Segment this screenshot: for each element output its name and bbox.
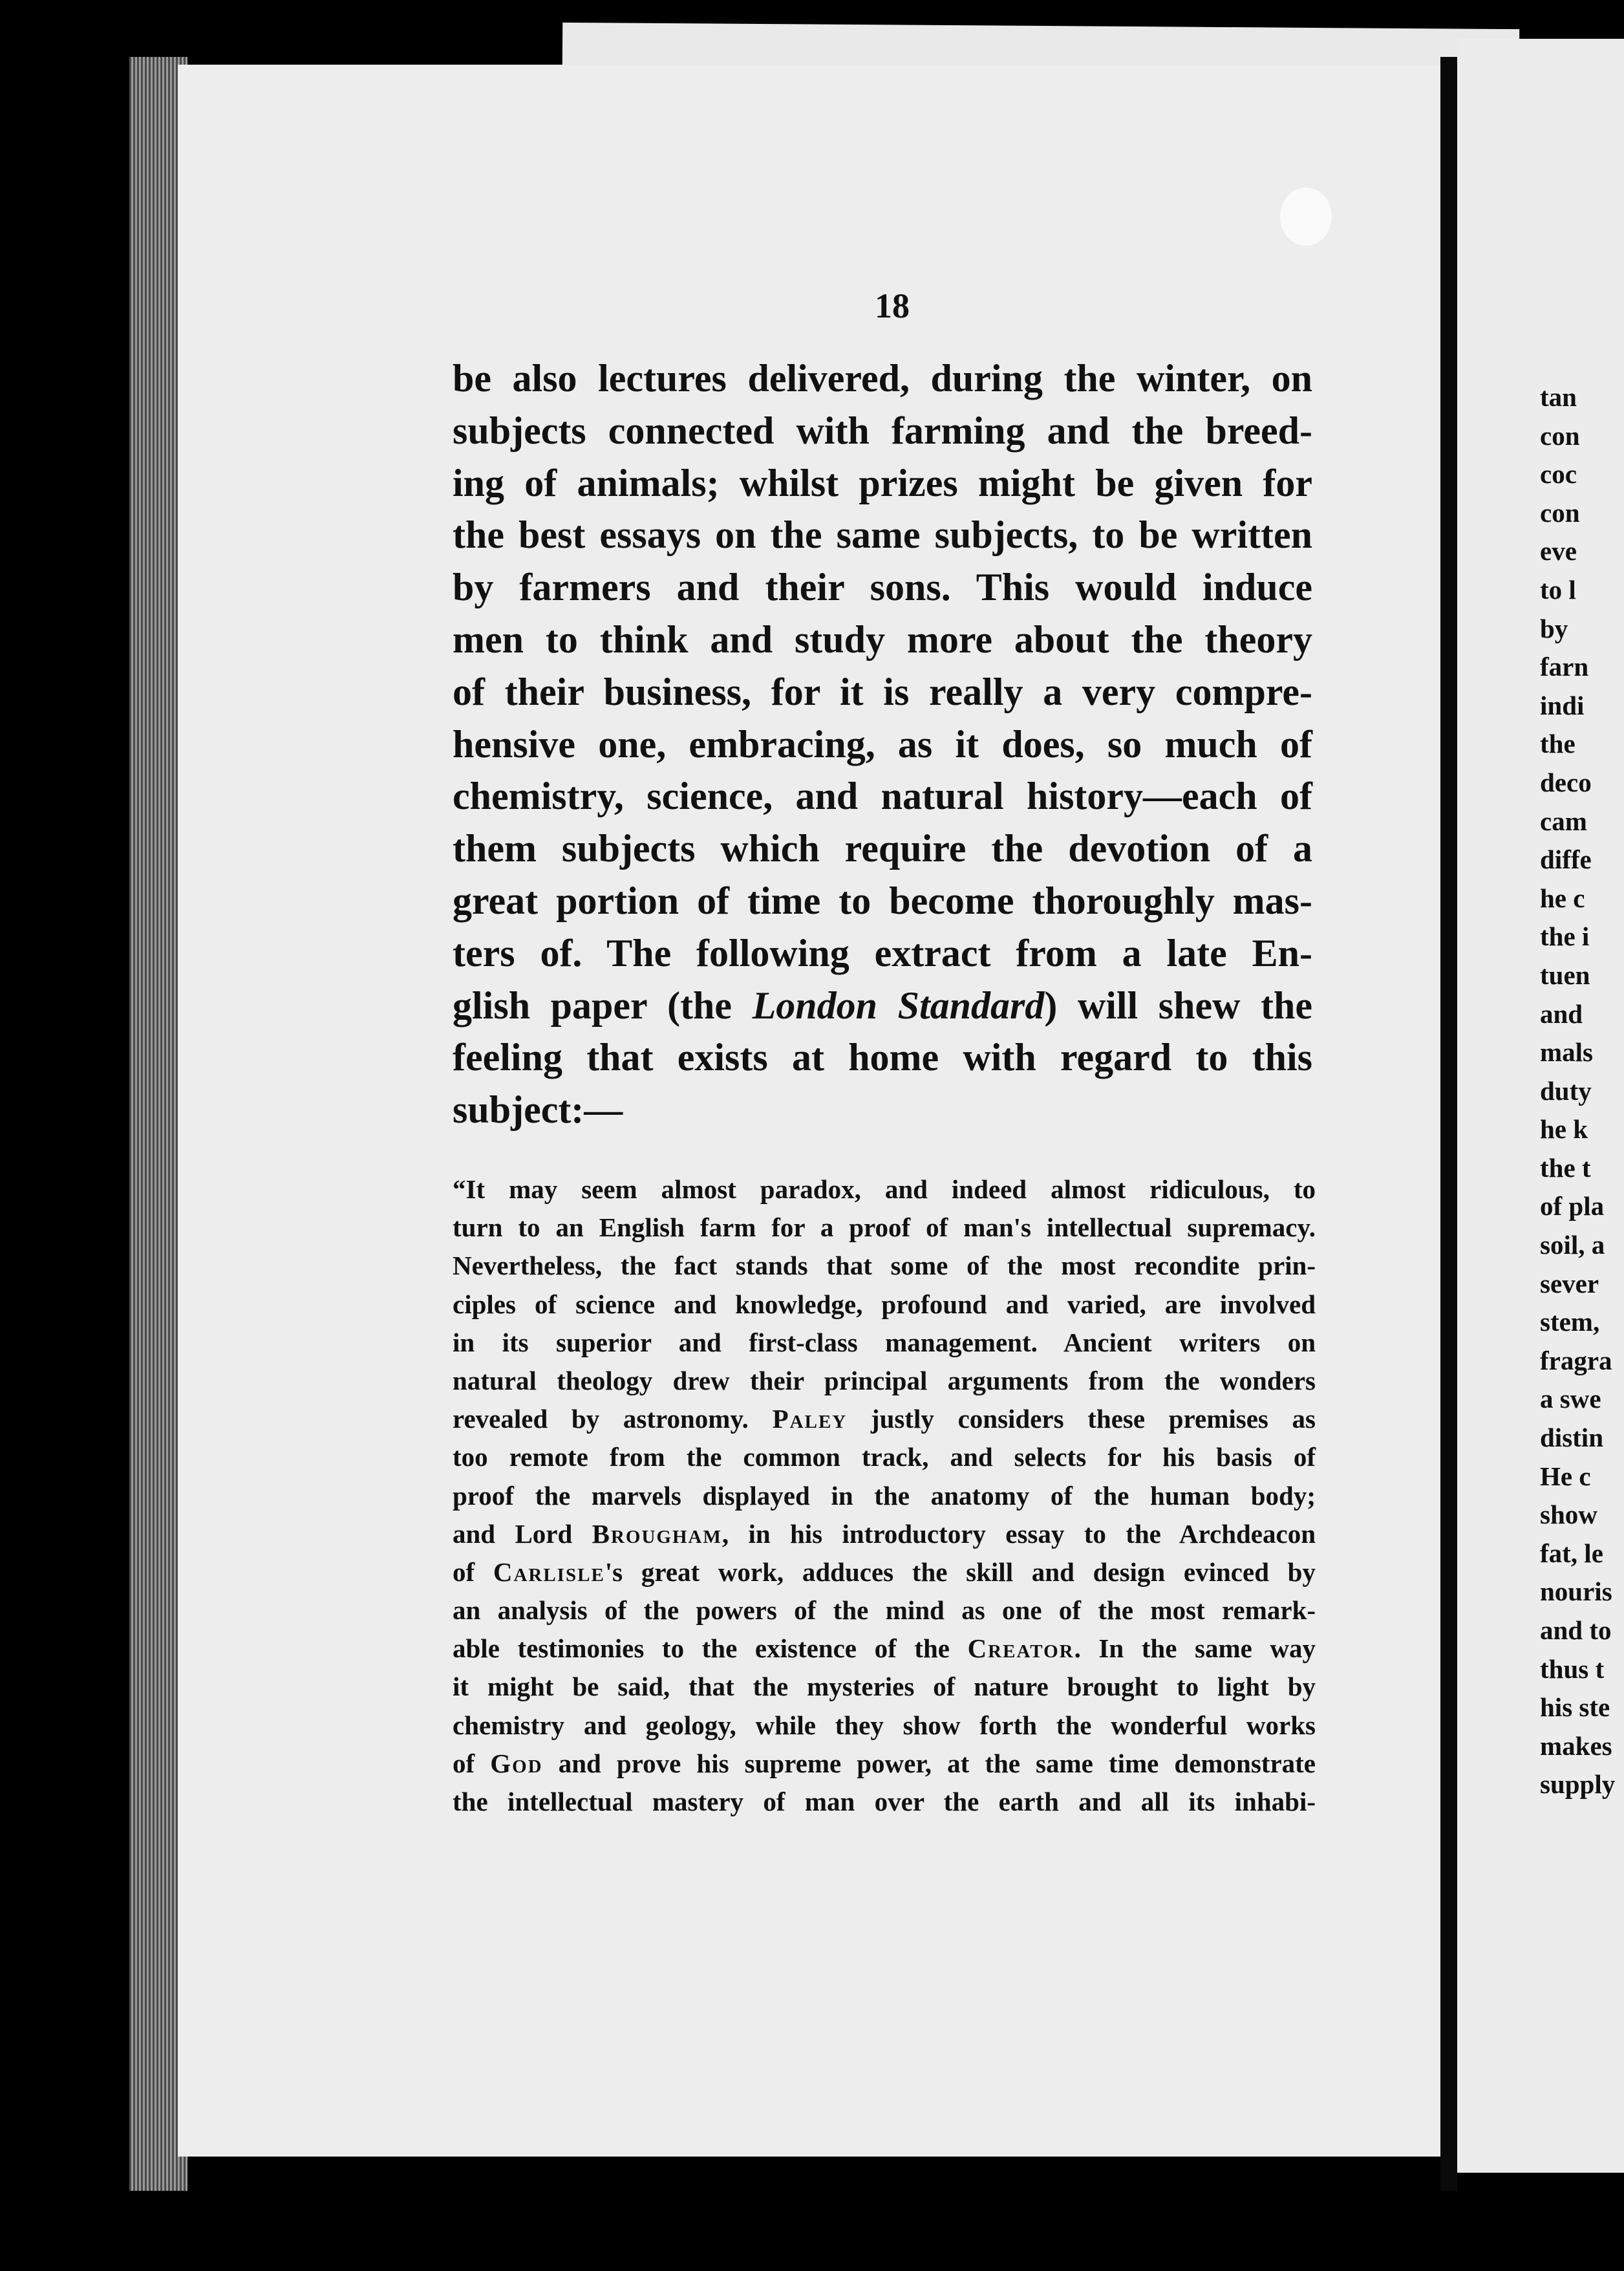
quote-line: able testimonies to the existence of the Creator. In the same way [453,1633,1316,1664]
quote-line: too remote from the common track, and selects for his basis of [453,1442,1316,1472]
facing-page-fragment: the [1540,729,1576,759]
facing-page-fragment: distin [1540,1423,1603,1453]
facing-page-fragment: He c [1540,1461,1591,1491]
facing-page-fragment: he c [1540,883,1585,913]
facing-page-fragment: farn [1540,652,1589,682]
body-line: be also lectures delivered, during the winter, on [453,357,1312,400]
facing-page-fragment: fragra [1540,1345,1612,1375]
facing-page-fragment: he k [1540,1114,1588,1145]
quote-line: turn to an English farm for a proof of man's intellectual supremacy. [453,1212,1316,1243]
facing-page-fragment: cam [1540,806,1587,836]
facing-page-fragment: duty [1540,1075,1592,1106]
quoted-extract [453,1170,1316,1821]
body-line: of their business, for it is really a very compre- [453,670,1312,713]
body-line: feeling that exists at home with regard to this [453,1036,1312,1079]
body-line: the best essays on the same subjects, to be written [453,513,1312,557]
facing-page-fragment: deco [1540,767,1592,797]
facing-page-fragment: supply [1540,1769,1616,1800]
quote-line: in its superior and first-class management. Ancient writers on [453,1327,1316,1357]
facing-page-fragment: fat, le [1540,1538,1603,1568]
quote-line: revealed by astronomy. Paley justly considers these premises as [453,1404,1316,1434]
facing-page-fragment: sever [1540,1268,1599,1298]
paper-blemish [1280,188,1332,246]
facing-page-fragment: and to [1540,1615,1612,1645]
facing-page-fragment: the i [1540,921,1590,952]
quote-line: ciples of science and knowledge, profound and varied, are involved [453,1289,1316,1319]
body-line: subjects connected with farming and the breed- [453,409,1312,452]
facing-page-text [1540,378,1615,1804]
facing-page-fragment: indi [1540,690,1585,720]
facing-page-fragment: nouris [1540,1577,1612,1607]
body-line: by farmers and their sons. This would induce [453,566,1312,609]
quote-line: Nevertheless, the fact stands that some of the most recondite prin- [453,1251,1316,1281]
body-paragraph [453,352,1312,1136]
facing-page-fragment: stem, [1540,1307,1600,1337]
facing-page-fragment: soil, a [1540,1230,1605,1260]
book-gutter [1440,57,1457,2191]
quote-line: natural theology drew their principal arguments from the wonders [453,1365,1316,1395]
facing-page-fragment: by [1540,613,1568,643]
quote-line: “It may seem almost paradox, and indeed almost ridiculous, to [453,1174,1316,1204]
body-line: hensive one, embracing, as it does, so much of [453,722,1312,766]
quote-line: and Lord Brougham, in his introductory essay to the Archdeacon [453,1518,1316,1549]
quote-line: it might be said, that the mysteries of nature brought to light by [453,1672,1316,1702]
body-line: subject:— [453,1088,623,1132]
facing-page-fragment: con [1540,420,1580,451]
facing-page-fragment: to l [1540,574,1576,605]
facing-page-fragment: coc [1540,459,1577,490]
body-line: glish paper (the London Standard) will shew the [453,984,1313,1027]
quote-line: of God and prove his supreme power, at the same time demonstrate [453,1748,1316,1778]
page-number: 18 [875,286,910,325]
facing-page-fragment: of pla [1540,1191,1605,1222]
quote-line: proof the marvels displayed in the anatomy of the human body; [453,1480,1316,1511]
facing-page-fragment: the t [1540,1152,1591,1183]
facing-page-fragment: a swe [1540,1384,1601,1414]
body-line: great portion of time to become thoroughly mas- [453,879,1312,922]
quote-line: the intellectual mastery of man over the earth and all its inhabi- [453,1787,1316,1816]
quote-line: an analysis of the powers of the mind as one of the most remark- [453,1595,1316,1626]
facing-page-fragment: con [1540,497,1580,528]
body-line: ters of. The following extract from a late En- [453,931,1312,974]
facing-page-fragment: tan [1540,382,1577,412]
facing-page-fragment: tuen [1540,960,1590,990]
facing-page-fragment: show [1540,1500,1597,1530]
facing-page-fragment: and [1540,998,1583,1029]
body-line: men to think and study more about the theory [453,618,1312,661]
body-line: chemistry, science, and natural history—each of [453,775,1312,818]
facing-page-fragment: thus t [1540,1653,1605,1684]
facing-page-fragment: makes [1540,1730,1612,1761]
body-line: ing of animals; whilst prizes might be given for [453,461,1312,504]
body-line: them subjects which require the devotion of a [453,827,1312,870]
facing-page-fragment: diffe [1540,845,1592,875]
facing-page-fragment: his ste [1540,1692,1610,1723]
facing-page-fragment: eve [1540,536,1577,566]
facing-page-fragment: mals [1540,1037,1593,1068]
quote-line: chemistry and geology, while they show forth the wonderful works [453,1710,1316,1740]
quote-line: of Carlisle's great work, adduces the skill and design evinced by [453,1556,1316,1587]
